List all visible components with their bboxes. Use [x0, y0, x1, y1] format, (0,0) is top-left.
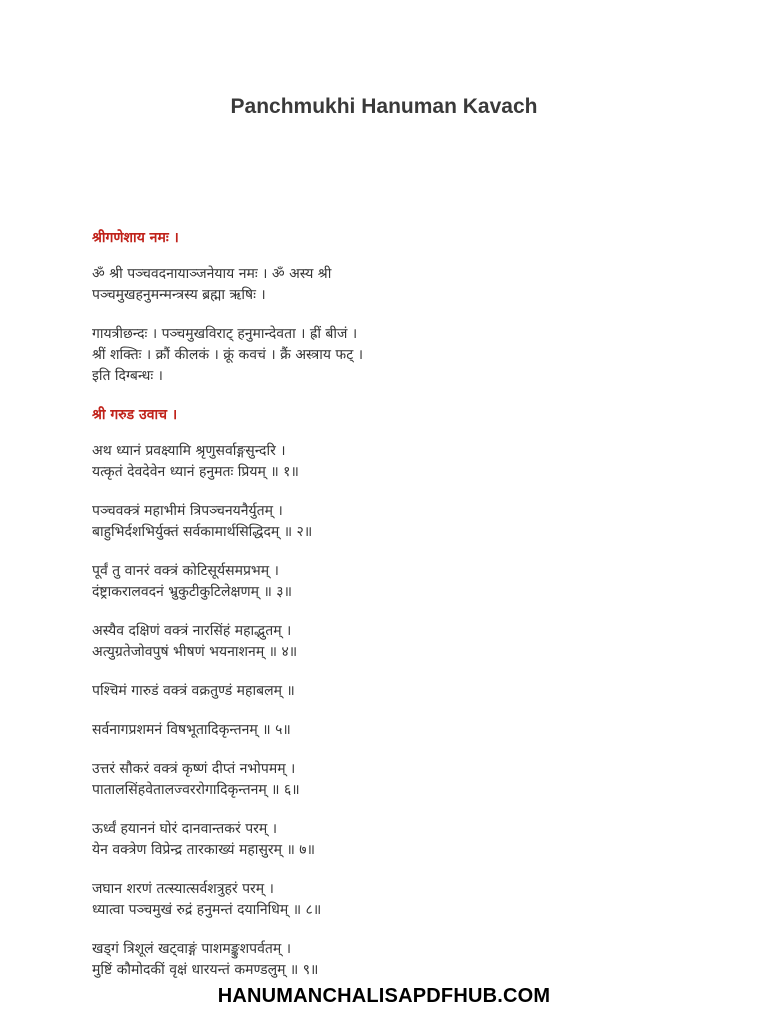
verse-4 [92, 621, 712, 663]
text-line: ध्यात्वा पञ्चमुखं रुद्रं हनुमन्तं दयानिधिम् ॥ ८॥ [92, 902, 322, 918]
text-line: पूर्वं तु वानरं वक्त्रं कोटिसूर्यसमप्रभम् । [92, 563, 279, 579]
text-line: पश्चिमं गारुडं वक्त्रं वक्रतुण्डं महाबलम् ॥ [92, 683, 295, 699]
text-line: गायत्रीछन्दः । पञ्चमुखविराट् हनुमान्देवता । ह्रीं बीजं । [92, 326, 358, 342]
kavach-content [92, 228, 712, 999]
verse-3 [92, 561, 712, 603]
garuda-uvacha-heading: श्री गरुड उवाच । [92, 407, 178, 423]
text-line: दंष्ट्राकरालवदनं भ्रुकुटीकुटिलेक्षणम् ॥ ३॥ [92, 584, 292, 600]
verse-8 [92, 879, 712, 921]
text-line: येन वक्त्रेण विप्रेन्द्र तारकाख्यं महासुरम् ॥ ७॥ [92, 842, 315, 858]
text-line: इति दिग्बन्धः । [92, 368, 163, 384]
text-line: अत्युग्रतेजोवपुषं भीषणं भयनाशनम् ॥ ४॥ [92, 644, 298, 660]
text-line: उत्तरं सौकरं वक्त्रं कृष्णं दीप्तं नभोपमम् । [92, 761, 296, 777]
text-line: बाहुभिर्दशभिर्युक्तं सर्वकामार्थसिद्धिदम् ॥ २॥ [92, 524, 313, 540]
verse-1 [92, 441, 712, 483]
intro-stanza-1 [92, 264, 712, 306]
text-line: खड्गं त्रिशूलं खट्वाङ्गं पाशमङ्कुशपर्वतम् । [92, 941, 292, 957]
verse-7 [92, 819, 712, 861]
intro-stanza-2 [92, 324, 712, 387]
verse-5a [92, 681, 712, 702]
text-line: यत्कृतं देवदेवेन ध्यानं हनुमतः प्रियम् ॥ १॥ [92, 464, 299, 480]
verse-6 [92, 759, 712, 801]
text-line: अथ ध्यानं प्रवक्ष्यामि श्रृणुसर्वाङ्गसुन्दरि । [92, 443, 286, 459]
text-line: ऊर्ध्वं हयाननं घोरं दानवान्तकरं परम् । [92, 821, 278, 837]
text-line: मुष्टिं कौमोदकीं वृक्षं धारयन्तं कमण्डलुम् ॥ ९॥ [92, 962, 319, 978]
text-line: सर्वनागप्रशमनं विषभूतादिकृन्तनम् ॥ ५॥ [92, 722, 291, 738]
text-line: पातालसिंहवेतालज्वररोगादिकृन्तनम् ॥ ६॥ [92, 782, 300, 798]
text-line: ॐ श्री पञ्चवदनायाञ्जनेयाय नमः । ॐ अस्य श्री [92, 266, 332, 282]
invocation-heading: श्रीगणेशाय नमः । [92, 230, 179, 246]
verse-2 [92, 501, 712, 543]
text-line: पञ्चमुखहनुमन्मन्त्रस्य ब्रह्मा ऋषिः । [92, 287, 266, 303]
page-title: Panchmukhi Hanuman Kavach [230, 95, 538, 118]
text-line: पञ्चवक्त्रं महाभीमं त्रिपञ्चनयनैर्युतम् । [92, 503, 283, 519]
text-line: श्रीं शक्तिः । क्रौं कीलकं । क्रूं कवचं । क्रैं अस्त्राय फट् । [92, 347, 364, 363]
text-line: जघान शरणं तत्स्यात्सर्वशत्रुहरं परम् । [92, 881, 274, 897]
verse-5b [92, 720, 712, 741]
verse-9 [92, 939, 712, 981]
text-line: अस्यैव दक्षिणं वक्त्रं नारसिंहं महाद्भुतम् । [92, 623, 292, 639]
footer-site-name: HANUMANCHALISAPDFHUB.COM [217, 985, 551, 1007]
